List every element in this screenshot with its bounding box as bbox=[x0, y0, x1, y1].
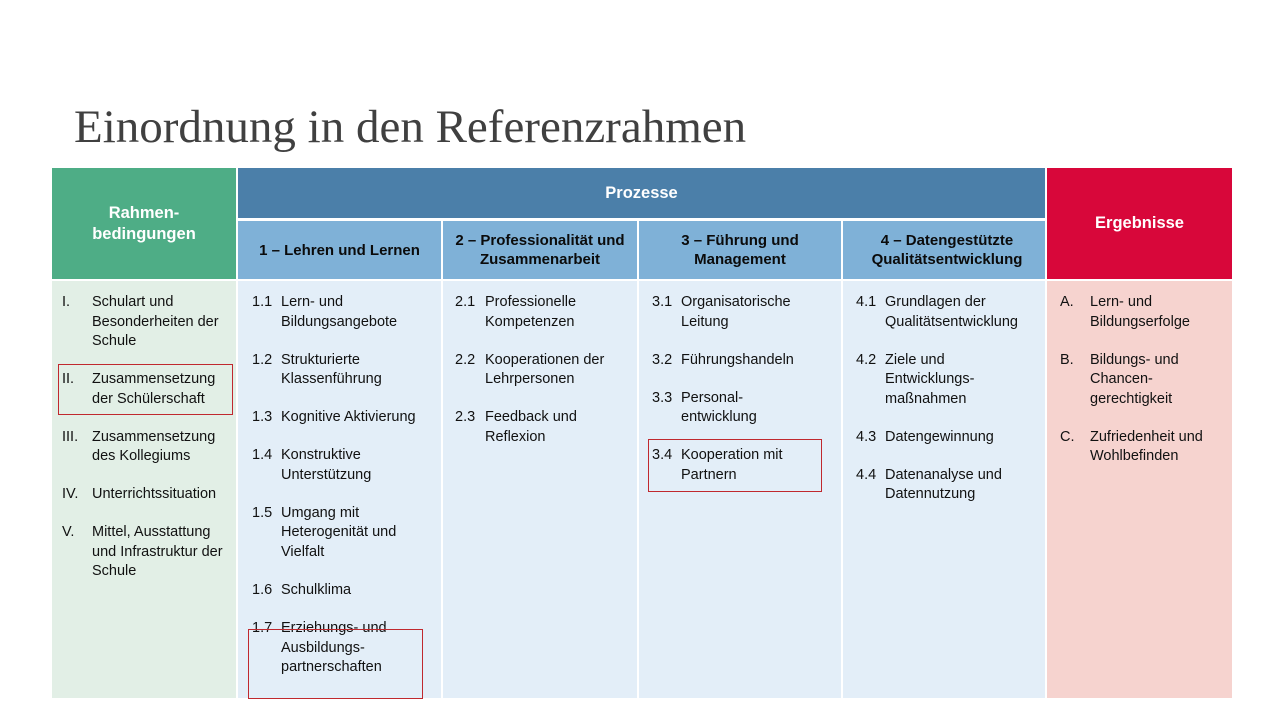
list-item bbox=[1060, 428, 1224, 467]
process-column-2 bbox=[443, 281, 637, 698]
list-item bbox=[252, 581, 435, 601]
item-number: C. bbox=[1060, 428, 1075, 445]
ergebnisse-column bbox=[1047, 281, 1232, 698]
subheader-4-label: 4 – Datengestützte Qualitätsentwicklung bbox=[871, 232, 1023, 268]
item-text: Bildungs- und Chancen-gerechtigkeit bbox=[1090, 351, 1179, 407]
list-item bbox=[455, 293, 631, 332]
item-number: 2.2 bbox=[455, 351, 476, 368]
item-text: Zufriedenheit und Wohlbefinden bbox=[1090, 428, 1203, 465]
rahmen-list bbox=[52, 281, 236, 600]
item-text: Unterrichtssituation bbox=[92, 486, 217, 503]
item-number: 3.1 bbox=[652, 294, 673, 310]
item-text: Zusammensetzung der Schülerschaft bbox=[92, 371, 216, 407]
col4-list bbox=[843, 281, 1045, 523]
item-text: Datenanalyse und Datennutzung bbox=[885, 466, 1002, 503]
item-number: 4.2 bbox=[856, 351, 877, 368]
list-item bbox=[62, 523, 228, 582]
subheader-3 bbox=[639, 221, 841, 279]
list-item bbox=[62, 485, 228, 505]
rahmen-column bbox=[52, 281, 236, 698]
prozesse-header bbox=[238, 168, 1045, 218]
item-number: 1.1 bbox=[252, 294, 273, 310]
item-number: 1.3 bbox=[252, 409, 273, 426]
item-number: 4.1 bbox=[856, 294, 877, 310]
item-text: Kognitive Aktivierung bbox=[281, 409, 416, 426]
item-text: Mittel, Ausstattung und Infrastruktur der Schule bbox=[92, 524, 223, 580]
list-item bbox=[252, 351, 435, 390]
subheader-1-label: 1 – Lehren und Lernen bbox=[259, 241, 420, 259]
slide-title: Einordnung in den Referenzrahmen bbox=[74, 101, 747, 153]
ergebnisse-list bbox=[1047, 281, 1232, 485]
subheader-2 bbox=[443, 221, 637, 279]
highlight-box-erziehungspartnerschaften bbox=[248, 629, 423, 699]
item-text: Grundlagen der Qualitätsentwicklung bbox=[885, 294, 1018, 330]
subheader-1 bbox=[238, 221, 441, 279]
col2-list bbox=[443, 281, 637, 466]
item-text: Strukturierte Klassenführung bbox=[281, 351, 382, 388]
item-text: Lern- und Bildungserfolge bbox=[1090, 294, 1190, 330]
highlight-box-schuelerschaft bbox=[58, 364, 233, 415]
item-text: Lern- und Bildungsangebote bbox=[281, 294, 398, 330]
rahmen-header-label: Rahmen- bedingungen bbox=[92, 203, 196, 243]
list-item bbox=[652, 293, 827, 332]
list-item bbox=[62, 428, 228, 467]
item-number: 1.5 bbox=[252, 504, 273, 521]
item-text: Personal-entwicklung bbox=[681, 389, 757, 426]
ergebnisse-header-label: Ergebnisse bbox=[1095, 214, 1184, 232]
ergebnisse-header bbox=[1047, 168, 1232, 279]
item-text: Zusammensetzung des Kollegiums bbox=[92, 428, 216, 465]
item-number: 2.3 bbox=[455, 409, 476, 426]
item-text: Schulklima bbox=[281, 581, 352, 598]
item-number: 3.3 bbox=[652, 389, 673, 406]
list-item bbox=[856, 293, 1039, 332]
item-text: Erziehungs- und Ausbildungs-partnerschaften bbox=[281, 620, 387, 676]
item-text: Kooperation mit Partnern bbox=[681, 447, 783, 483]
list-item bbox=[252, 408, 435, 428]
list-item bbox=[455, 351, 631, 390]
item-number: A. bbox=[1060, 294, 1074, 310]
list-item bbox=[252, 293, 435, 332]
item-text: Umgang mit Heterogenität und Vielfalt bbox=[281, 504, 397, 560]
item-number: 3.4 bbox=[652, 447, 673, 464]
item-text: Kooperationen der Lehrpersonen bbox=[485, 351, 605, 388]
item-number: 3.2 bbox=[652, 351, 673, 368]
item-text: Datengewinnung bbox=[885, 428, 994, 445]
list-item bbox=[1060, 293, 1224, 332]
list-item bbox=[856, 466, 1039, 505]
item-text: Konstruktive Unterstützung bbox=[281, 447, 372, 483]
item-text: Professionelle Kompetenzen bbox=[485, 294, 577, 330]
prozesse-header-label: Prozesse bbox=[605, 183, 678, 202]
item-number: V. bbox=[62, 524, 75, 541]
item-text: Schulart und Besonderheiten der Schule bbox=[92, 294, 219, 349]
subheader-3-label: 3 – Führung und Management bbox=[681, 232, 799, 268]
item-number: 1.4 bbox=[252, 447, 273, 464]
list-item bbox=[252, 446, 435, 485]
list-item bbox=[856, 428, 1039, 448]
list-item bbox=[252, 504, 435, 563]
process-column-4 bbox=[843, 281, 1045, 698]
item-number: II. bbox=[62, 371, 75, 388]
item-number: 4.4 bbox=[856, 466, 877, 483]
item-text: Ziele und Entwicklungs-maßnahmen bbox=[885, 351, 975, 407]
list-item bbox=[1060, 351, 1224, 410]
item-number: 1.2 bbox=[252, 351, 273, 368]
item-text: Organisatorische Leitung bbox=[681, 294, 791, 330]
list-item bbox=[652, 351, 827, 371]
list-item bbox=[856, 351, 1039, 410]
item-text: Feedback und Reflexion bbox=[485, 409, 577, 445]
item-number: 1.6 bbox=[252, 581, 273, 598]
item-number: III. bbox=[62, 428, 79, 445]
subheader-4 bbox=[843, 221, 1045, 279]
item-number: 4.3 bbox=[856, 428, 877, 445]
highlight-box-kooperation-partnern bbox=[648, 439, 822, 492]
list-item bbox=[62, 293, 228, 352]
subheader-2-label: 2 – Professionalität und Zusammenarbeit bbox=[455, 232, 625, 268]
item-number: B. bbox=[1060, 351, 1074, 368]
item-text: Führungshandeln bbox=[681, 351, 794, 368]
item-number: IV. bbox=[62, 486, 79, 503]
list-item bbox=[652, 389, 827, 428]
item-number: 1.7 bbox=[252, 620, 273, 637]
list-item bbox=[455, 408, 631, 447]
rahmen-header bbox=[52, 168, 236, 279]
item-number: I. bbox=[62, 294, 71, 310]
item-number: 2.1 bbox=[455, 294, 476, 310]
